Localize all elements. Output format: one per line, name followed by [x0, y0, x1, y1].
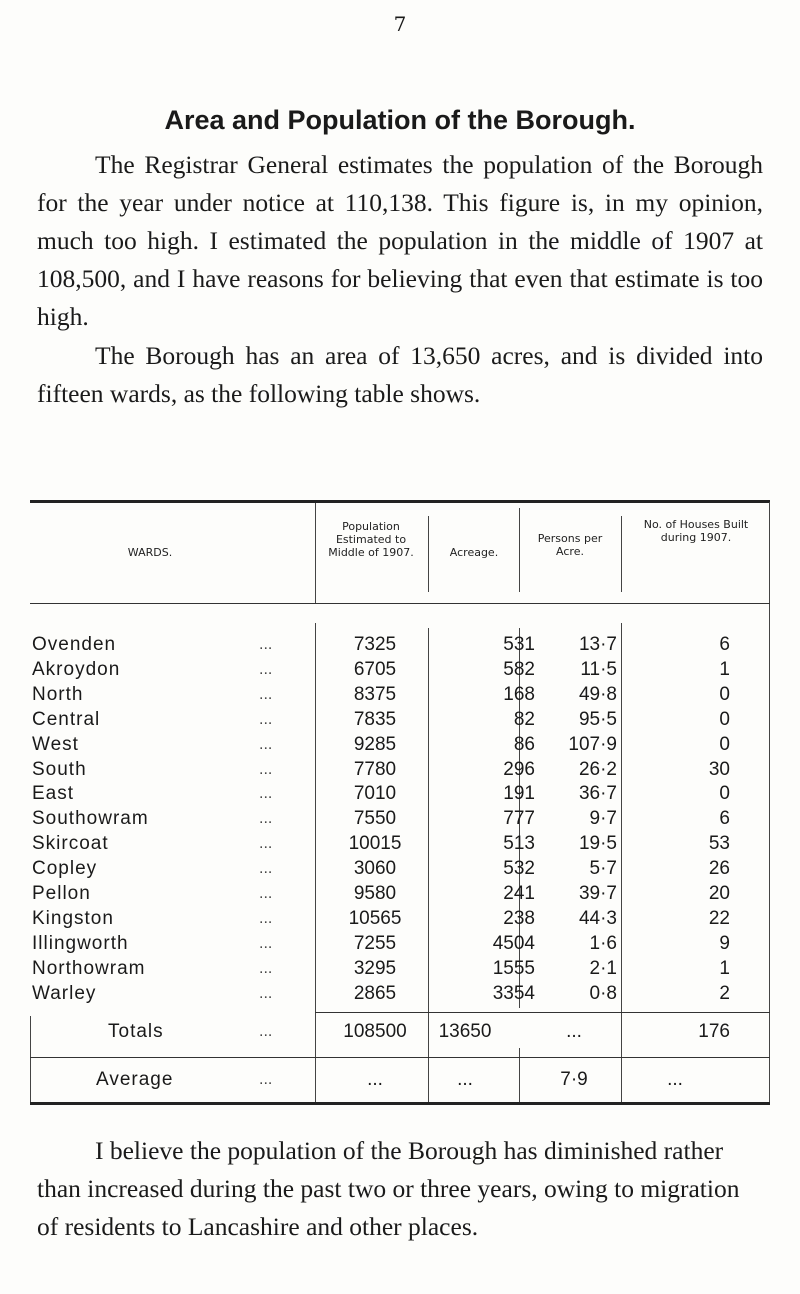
acreage-cell: 238: [503, 907, 535, 929]
header-acreage: Acreage.: [449, 546, 499, 559]
population-cell: 2865: [353, 982, 397, 1004]
population-cell: 3295: [353, 957, 397, 979]
totals-acreage: 13650: [438, 1021, 492, 1042]
population-cell: 7325: [353, 634, 397, 655]
table-bottom-rule: [30, 1102, 770, 1105]
persons-per-acre-cell: 26·2: [578, 758, 617, 780]
table-row: [30, 984, 770, 1004]
population-cell: 10565: [348, 907, 402, 929]
totals-population: 108500: [343, 1021, 407, 1042]
houses-built-cell: 0: [719, 733, 730, 755]
leader-dots: ...: [259, 885, 273, 902]
persons-per-acre-cell: 44·3: [578, 907, 617, 929]
header-rule: [30, 603, 770, 604]
ward-name: Central: [32, 708, 101, 730]
column-divider: [621, 516, 622, 592]
ward-name: Northowram: [32, 957, 146, 979]
houses-built-cell: 30: [708, 758, 730, 780]
acreage-cell: 1555: [492, 957, 535, 979]
leader-dots: ...: [259, 1071, 273, 1088]
leader-dots: ...: [259, 735, 273, 753]
acreage-cell: 191: [503, 783, 535, 805]
average-persons: 7·9: [560, 1069, 588, 1090]
column-divider: [519, 508, 520, 592]
ward-name: Ovenden: [32, 634, 117, 655]
leader-dots: ...: [259, 934, 273, 952]
ward-name: Pellon: [32, 883, 91, 904]
average-houses: ...: [667, 1069, 683, 1090]
average-label: Average: [96, 1069, 174, 1090]
leader-dots: ...: [259, 1023, 273, 1040]
table-row: [30, 660, 770, 680]
leader-dots: ...: [259, 835, 273, 853]
totals-label: Totals: [108, 1021, 164, 1042]
totals-top-rule: [315, 1012, 770, 1013]
acreage-cell: 777: [503, 808, 535, 830]
houses-built-cell: 0: [719, 708, 730, 730]
leader-dots: ...: [259, 760, 273, 778]
acreage-cell: 3354: [492, 982, 535, 1004]
table-row: [30, 809, 770, 829]
houses-built-cell: 6: [719, 808, 730, 830]
population-cell: 9580: [353, 883, 397, 904]
table-row: [30, 959, 770, 979]
persons-per-acre-cell: 9·7: [589, 808, 617, 830]
table-row: [30, 784, 770, 804]
population-cell: 10015: [348, 833, 402, 855]
persons-per-acre-cell: 13·7: [578, 634, 617, 655]
acreage-cell: 532: [503, 858, 535, 880]
ward-name: Kingston: [32, 907, 114, 929]
totals-persons: ...: [566, 1021, 582, 1042]
table-row: [30, 685, 770, 705]
table-row: [30, 735, 770, 755]
average-top-rule: [30, 1057, 770, 1058]
table-row: [30, 909, 770, 929]
ward-name: Skircoat: [32, 833, 109, 855]
houses-built-cell: 22: [708, 907, 730, 929]
persons-per-acre-cell: 11·5: [580, 658, 617, 680]
table-row: [30, 884, 770, 904]
header-houses: No. of Houses Built during 1907.: [643, 518, 749, 544]
houses-built-cell: 0: [719, 683, 730, 705]
houses-built-cell: 2: [719, 982, 730, 1004]
persons-per-acre-cell: 2·1: [589, 957, 617, 979]
population-cell: 8375: [353, 683, 397, 705]
table-row: [30, 760, 770, 780]
acreage-cell: 296: [503, 758, 535, 780]
houses-built-cell: 1: [719, 658, 730, 680]
table-row: [30, 834, 770, 854]
average-population: ...: [367, 1069, 383, 1090]
ward-name: Warley: [32, 982, 97, 1004]
population-cell: 6705: [353, 658, 397, 680]
leader-dots: ...: [259, 710, 273, 728]
column-divider: [428, 516, 429, 592]
ward-name: Southowram: [32, 808, 149, 830]
persons-per-acre-cell: 36·7: [578, 783, 617, 805]
houses-built-cell: 9: [719, 932, 730, 954]
ward-name: West: [32, 733, 79, 755]
persons-per-acre-cell: 39·7: [578, 883, 617, 904]
houses-built-cell: 6: [719, 634, 730, 655]
population-cell: 9285: [353, 733, 397, 755]
leader-dots: ...: [259, 685, 273, 703]
header-persons: Persons per Acre.: [537, 532, 603, 558]
population-cell: 7255: [353, 932, 397, 954]
ward-name: South: [32, 758, 87, 780]
persons-per-acre-cell: 5·7: [589, 858, 617, 880]
leader-dots: ...: [259, 785, 273, 803]
population-cell: 7550: [353, 808, 397, 830]
houses-built-cell: 26: [708, 858, 730, 880]
table-row: [30, 934, 770, 954]
population-cell: 3060: [353, 858, 397, 880]
intro-paragraph: The Registrar General estimates the population of the Borough for the year under notice at 110,138. This figure is, in my opinion, much too high. I estimated the population in the middle of 1907 at 108,500, and I have reasons for believing that even that estimate is too high.: [37, 150, 763, 331]
persons-per-acre-cell: 107·9: [568, 733, 617, 755]
persons-per-acre-cell: 19·5: [578, 833, 617, 855]
totals-houses: 176: [698, 1021, 730, 1042]
leader-dots: ...: [259, 860, 273, 878]
acreage-cell: 582: [503, 658, 535, 680]
population-cell: 7780: [353, 758, 397, 780]
houses-built-cell: 0: [719, 783, 730, 805]
ward-name: Illingworth: [32, 932, 129, 954]
closing-paragraph: I believe the population of the Borough has diminished rather than increased during the past two or three years, owing to migration of residents to Lancashire and other places.: [37, 1136, 740, 1241]
page-number: 7: [393, 12, 407, 36]
ward-name: North: [32, 683, 84, 705]
houses-built-cell: 20: [708, 883, 730, 904]
leader-dots: ...: [259, 810, 273, 828]
leader-dots: ...: [259, 636, 273, 653]
houses-built-cell: 53: [708, 833, 730, 855]
column-divider: [315, 503, 316, 603]
header-population: Population Estimated to Middle of 1907.: [328, 520, 414, 559]
acreage-cell: 241: [503, 883, 535, 904]
table-row: [30, 859, 770, 879]
table-row: [30, 635, 770, 655]
average-row: [30, 1070, 770, 1090]
leader-dots: ...: [259, 984, 273, 1002]
population-cell: 7010: [353, 783, 397, 805]
persons-per-acre-cell: 0·8: [589, 982, 617, 1004]
totals-row: [30, 1022, 770, 1042]
table-row: [30, 710, 770, 730]
ward-name: Copley: [32, 858, 98, 880]
persons-per-acre-cell: 1·6: [589, 932, 617, 954]
population-cell: 7835: [353, 708, 397, 730]
acreage-cell: 513: [503, 833, 535, 855]
average-acreage: ...: [457, 1069, 473, 1090]
acreage-cell: 82: [513, 708, 535, 730]
houses-built-cell: 1: [719, 957, 730, 979]
table-top-rule: [30, 500, 770, 503]
ward-name: East: [32, 783, 75, 805]
acreage-cell: 86: [513, 733, 535, 755]
leader-dots: ...: [259, 660, 273, 678]
section-title: Area and Population of the Borough.: [164, 105, 636, 135]
ward-name: Akroydon: [32, 658, 121, 680]
wards-table: [30, 488, 770, 1090]
persons-per-acre-cell: 49·8: [578, 683, 617, 705]
acreage-cell: 168: [503, 683, 535, 705]
header-wards: WARDS.: [127, 546, 173, 559]
area-paragraph: The Borough has an area of 13,650 acres, and is divided into fifteen wards, as the following table shows.: [37, 341, 763, 408]
persons-per-acre-cell: 95·5: [578, 708, 617, 730]
acreage-cell: 531: [503, 634, 535, 655]
leader-dots: ...: [259, 909, 273, 927]
acreage-cell: 4504: [492, 932, 535, 954]
leader-dots: ...: [259, 959, 273, 977]
